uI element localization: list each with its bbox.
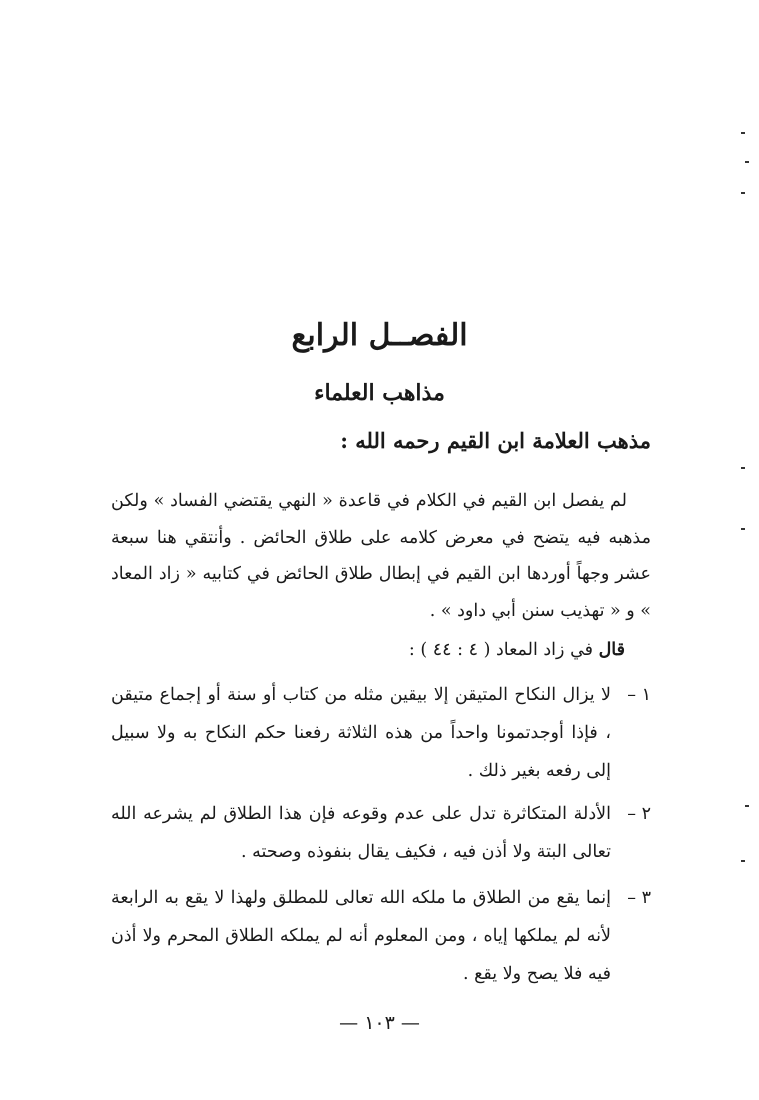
list-item-text: الأدلة المتكاثرة تدل على عدم وقوعه فإن هذا الطلاق لم يشرعه الله تعالى البتة ولا أذن فيه ، فكيف يقال بنفوذه وصحته .	[111, 804, 611, 862]
scan-mark	[745, 161, 749, 163]
list-item-1	[111, 676, 651, 790]
section-title: مذاهب العلماء	[314, 380, 445, 406]
scan-mark	[741, 467, 745, 469]
intro-paragraph-block	[111, 483, 651, 629]
quote-intro-qal: قال	[598, 640, 625, 660]
list-item-number: ٣ –	[627, 888, 651, 908]
scan-mark	[745, 805, 749, 807]
list-item-text: لا يزال النكاح المتيقن إلا بيقين مثله من كتاب أو سنة أو إجماع متيقن ، فإذا أوجدتمونا واحداً من هذه الثلاثة رفعنا حكم النكاح به ولا سبيل إلى رفعه بغير ذلك .	[111, 685, 611, 781]
list-item-number: ٢ –	[627, 804, 651, 824]
intro-paragraph: لم يفصل ابن القيم في الكلام في قاعدة « النهي يقتضي الفساد » ولكن مذهبه فيه يتضح في معرض كلامه على طلاق الحائض . وأنتقي هنا سبعة عشر وجهاً أوردها ابن القيم في إبطال طلاق الحائض في كتابيه « زاد المعاد » و « تهذيب سنن أبي داود » .	[111, 491, 651, 621]
chapter-title: الفصــل الرابع	[291, 318, 468, 353]
list-item-3	[111, 879, 651, 993]
scan-mark	[741, 860, 745, 862]
page-number: — ١٠٣ —	[339, 1012, 420, 1034]
list-item-text: إنما يقع من الطلاق ما ملكه الله تعالى للمطلق ولهذا لا يقع به الرابعة لأنه لم يملكها إياه ، ومن المعلوم أنه لم يملكه الطلاق المحرم ولا أذن فيه فلا يصح ولا يقع .	[111, 888, 611, 984]
scan-mark	[741, 192, 745, 194]
scan-mark	[741, 528, 745, 530]
quote-intro-source: في زاد المعاد ( ٤ : ٤٤ ) :	[408, 640, 599, 660]
list-item-2	[111, 795, 651, 871]
list-item-number: ١ –	[627, 685, 651, 705]
quote-intro	[409, 640, 625, 660]
subsection-title: مذهب العلامة ابن القيم رحمه الله :	[340, 428, 651, 453]
scan-mark	[741, 132, 745, 134]
